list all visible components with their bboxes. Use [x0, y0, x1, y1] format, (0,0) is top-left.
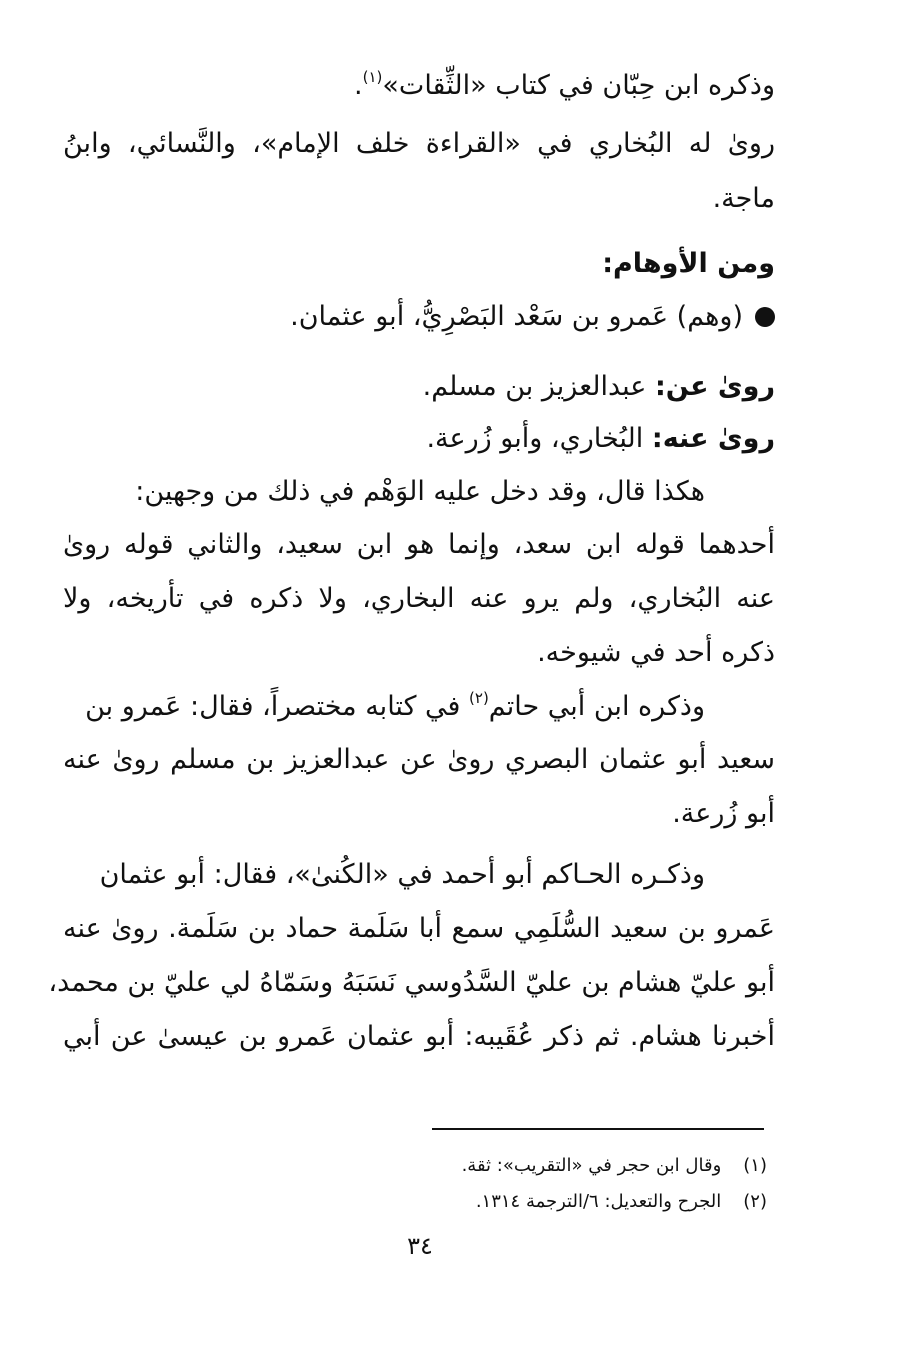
footnote-number: (١) — [743, 1155, 767, 1176]
footnote-2 — [476, 1188, 767, 1216]
paragraph-2-line-2: ماجة. — [712, 183, 775, 214]
paragraph-3-line-3: عنه البُخاري، ولم يرو عنه البخاري، ولا ذكره في تأريخه، ولا — [63, 583, 775, 614]
paragraph-5-line-4: أخبرنا هشام. ثم ذكر عُقَيبه: أبو عثمان عَمرو بن عيسىٰ عن أبي — [63, 1021, 775, 1052]
paragraph-1-line-1 — [354, 66, 775, 106]
footnote-1 — [462, 1152, 767, 1180]
entry-text: (وهم) عَمرو بن سَعْد البَصْرِيُّ، أبو عثمان. — [290, 301, 743, 332]
footnote-number: (٢) — [743, 1191, 767, 1212]
sentence-end: . — [354, 70, 363, 101]
bullet-icon — [755, 307, 775, 327]
footnote-divider — [432, 1128, 764, 1130]
paragraph-4-line-3: أبو زُرعة. — [672, 798, 775, 829]
narrated-by-line — [426, 419, 775, 459]
paragraph-4-line-2: سعيد أبو عثمان البصري روىٰ عن عبدالعزيز بن مسلم روىٰ عنه — [63, 744, 775, 775]
narrated-from-value: عبدالعزيز بن مسلم. — [422, 371, 647, 402]
paragraph-5-line-2: عَمرو بن سعيد السُّلَمِي سمع أبا سَلَمة حماد بن سَلَمة. روىٰ عنه — [63, 913, 775, 944]
page-number: ٣٤ — [407, 1232, 433, 1260]
footnote-ref-1[interactable]: (١) — [362, 68, 383, 86]
narrated-from-label: روىٰ عن: — [654, 371, 775, 402]
paragraph-text: وذكره ابن حِبّان في كتاب «الثِّقات» — [382, 70, 775, 101]
paragraph-2-line-1: روىٰ له البُخاري في «القراءة خلف الإمام»، والنَّسائي، وابنُ — [63, 128, 775, 159]
paragraph-5-line-3: أبو عليّ هشام بن عليّ السَّدُوسي نَسَبَهُ وسَمّاهُ لي عليّ بن محمد، — [48, 967, 775, 998]
entry-line — [290, 297, 775, 337]
paragraph-3-line-2: أحدهما قوله ابن سعد، وإنما هو ابن سعيد، والثاني قوله روىٰ — [63, 529, 775, 560]
narrated-from-line — [423, 367, 775, 407]
paragraph-text: في كتابه مختصراً، فقال: عَمرو بن — [85, 691, 461, 722]
paragraph-5-line-1: وذكـره الحـاكم أبو أحمد في «الكُنىٰ»، فقال: أبو عثمان — [99, 859, 705, 890]
paragraph-3-line-1: هكذا قال، وقد دخل عليه الوَهْم في ذلك من وجهين: — [135, 476, 705, 507]
footnote-text: الجرح والتعديل: ٦/الترجمة ١٣١٤. — [475, 1191, 722, 1212]
footnote-text: وقال ابن حجر في «التقريب»: ثقة. — [461, 1155, 722, 1176]
section-heading: ومن الأوهام: — [602, 248, 775, 279]
footnote-ref-2[interactable]: (٢) — [469, 689, 489, 707]
narrated-by-label: روىٰ عنه: — [651, 423, 775, 454]
paragraph-3-line-4: ذكره أحد في شيوخه. — [537, 637, 775, 668]
narrated-by-value: البُخاري، وأبو زُرعة. — [426, 423, 644, 454]
paragraph-text: وذكره ابن أبي حاتم — [488, 691, 705, 722]
paragraph-4-line-1 — [85, 687, 705, 727]
